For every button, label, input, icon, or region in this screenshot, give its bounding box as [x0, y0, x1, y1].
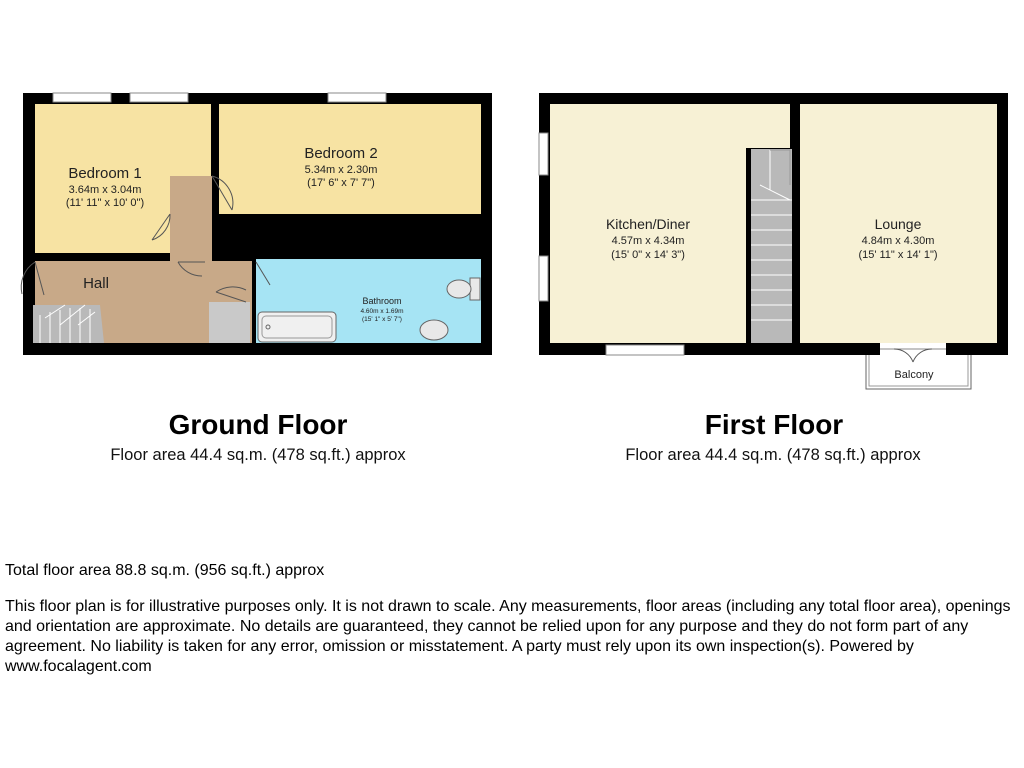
ground-stairs [33, 305, 104, 343]
lounge-metric: 4.84m x 4.30m [861, 235, 935, 247]
lounge-name: Lounge [874, 216, 922, 232]
first-floor-area: Floor area 44.4 sq.m. (478 sq.ft.) approx [625, 446, 921, 464]
kitchen-diner-name: Kitchen/Diner [605, 216, 691, 232]
bedroom-1-metric: 3.64m x 3.04m [68, 184, 142, 196]
ground-floor-title: Ground Floor [168, 409, 348, 440]
ground-floor-area: Floor area 44.4 sq.m. (478 sq.ft.) approx [110, 446, 406, 464]
first-floor-title: First Floor [704, 409, 844, 440]
bathroom-name: Bathroom [362, 296, 402, 306]
toilet-fixture [447, 278, 480, 300]
bedroom-2-metric: 5.34m x 2.30m [304, 164, 378, 176]
bedroom-2-name: Bedroom 2 [304, 145, 378, 162]
bedroom-1-name: Bedroom 1 [68, 165, 142, 182]
bedroom-1-imperial: (11' 11" x 10' 0") [65, 197, 145, 209]
disclaimer-text: This floor plan is for illustrative purposes only. It is not drawn to scale. Any measurements, floor areas (including any total floor area), openings and orientation are approximate. No details are guaranteed, they cannot be relied upon for any purpose and they do not form part of any agreement. No liability is taken for any error, omission or misstatement. A party must rely upon its own inspection(s). Powered by www.focalagent.com [5, 598, 1011, 675]
basin-fixture [420, 320, 448, 340]
kitchen-diner-imperial: (15' 0" x 14' 3") [611, 249, 685, 261]
balcony-name: Balcony [894, 369, 934, 381]
first-stairs [751, 149, 792, 343]
hall-name: Hall [83, 275, 109, 292]
bathroom-metric: 4.60m x 1.69m [360, 308, 404, 315]
total-floor-area: Total floor area 88.8 sq.m. (956 sq.ft.) approx [5, 562, 325, 579]
kitchen-diner-metric: 4.57m x 4.34m [611, 235, 685, 247]
cupboard-area [209, 302, 250, 343]
lounge-imperial: (15' 11" x 14' 1") [858, 249, 938, 261]
bathroom-imperial: (15' 1" x 5' 7") [362, 316, 402, 323]
ground-floor-plan [21, 93, 492, 355]
first-floor-plan [539, 93, 1008, 389]
bedroom-2-imperial: (17' 6" x 7' 7") [307, 177, 375, 189]
